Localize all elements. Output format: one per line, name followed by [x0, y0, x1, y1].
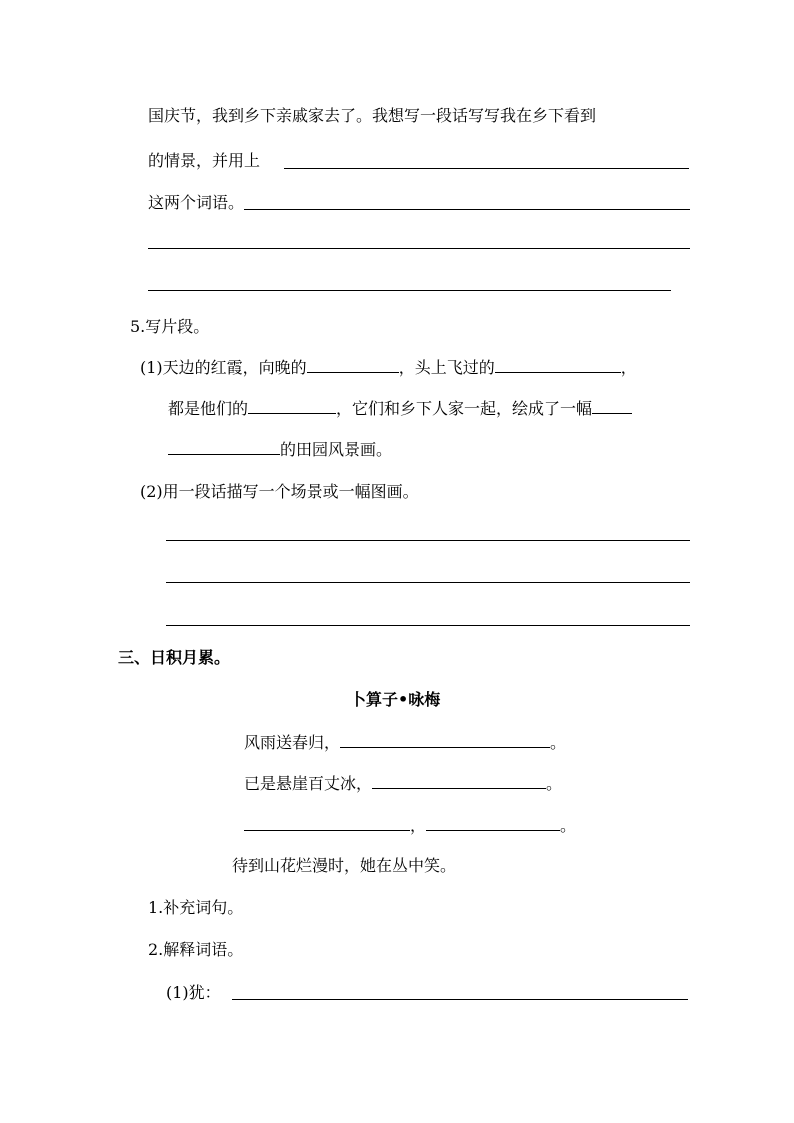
q5-sub2-text: 用一段话描写一个场景或一幅图画。 — [162, 482, 419, 501]
q5-sub2-answer-line-3[interactable] — [166, 625, 690, 626]
intro-line-1 — [148, 106, 596, 126]
section3-item-2-sub1-blank[interactable] — [232, 999, 688, 1000]
poem-line-1 — [244, 733, 566, 753]
poem-title — [350, 690, 440, 710]
q5-sub1-text-c: ， — [620, 358, 637, 377]
q5-title-text: 5.写片段。 — [130, 317, 210, 336]
section3-item-2-sub1-text: (1)犹： — [166, 983, 221, 1002]
answer-blank-intro-2[interactable] — [284, 168, 689, 169]
q5-sub1-text-d: 都是他们的 — [168, 399, 249, 418]
q5-sub1-blank-1[interactable] — [307, 358, 399, 373]
q5-sub1-text-e: ，它们和乡下人家一起，绘成了一幅 — [336, 399, 593, 418]
poem-line-4 — [232, 856, 456, 876]
poem-line-3 — [244, 816, 576, 836]
poem-line-2 — [244, 774, 562, 794]
poem-line-1-text: 风雨送春归， — [244, 733, 341, 752]
section3-item-2 — [148, 940, 243, 960]
q5-title — [130, 317, 209, 337]
intro-text-1: 国庆节，我到乡下亲戚家去了。我想写一段话写写我在乡下看到 — [148, 106, 597, 125]
answer-line-intro-4[interactable] — [148, 248, 690, 249]
poem-line-2-text: 已是悬崖百丈冰， — [244, 774, 373, 793]
intro-text-2: 的情景，并用上 — [148, 151, 261, 170]
poem-title-text: 卜算子•咏梅 — [350, 690, 441, 709]
answer-blank-intro-3[interactable] — [244, 209, 690, 210]
q5-sub1-line3 — [168, 440, 392, 460]
q5-sub1-num: (1) — [140, 358, 163, 377]
poem-blank-2[interactable] — [372, 774, 546, 789]
q5-sub1-line1 — [140, 358, 637, 378]
q5-sub1-blank-3[interactable] — [248, 399, 336, 414]
answer-line-intro-5[interactable] — [148, 290, 671, 291]
q5-sub2-num: (2) — [140, 482, 163, 501]
q5-sub1-blank-4a[interactable] — [592, 399, 632, 414]
section3-item-2-text: 2.解释词语。 — [148, 940, 244, 959]
poem-blank-1[interactable] — [340, 733, 550, 748]
poem-line-4-text: 待到山花烂漫时，她在丛中笑。 — [232, 856, 457, 875]
q5-sub1-text-a: 天边的红霞，向晚的 — [162, 358, 307, 377]
section3-heading-text: 三、日积月累。 — [118, 648, 231, 667]
poem-line-3-end: 。 — [560, 816, 577, 835]
poem-line-1-end: 。 — [550, 733, 567, 752]
poem-line-2-end: 。 — [546, 774, 563, 793]
q5-sub1-text-f: 的田园风景画。 — [280, 440, 393, 459]
q5-sub2-line — [140, 482, 419, 502]
q5-sub1-blank-2[interactable] — [495, 358, 621, 373]
section3-item-2-sub1 — [166, 983, 221, 1003]
q5-sub1-line2 — [168, 399, 632, 419]
q5-sub1-text-b: ，头上飞过的 — [398, 358, 495, 377]
section3-item-1 — [148, 898, 243, 918]
poem-blank-3[interactable] — [244, 816, 410, 831]
section3-item-1-text: 1.补充词句。 — [148, 898, 244, 917]
q5-sub2-answer-line-2[interactable] — [166, 582, 690, 583]
intro-line-3 — [148, 193, 244, 213]
q5-sub1-blank-4b[interactable] — [168, 440, 280, 455]
intro-text-3: 这两个词语。 — [148, 193, 245, 212]
poem-blank-4[interactable] — [426, 816, 560, 831]
q5-sub2-answer-line-1[interactable] — [166, 540, 690, 541]
intro-line-2 — [148, 151, 260, 171]
poem-line-3-comma: ， — [410, 816, 427, 835]
section3-heading — [118, 648, 230, 668]
